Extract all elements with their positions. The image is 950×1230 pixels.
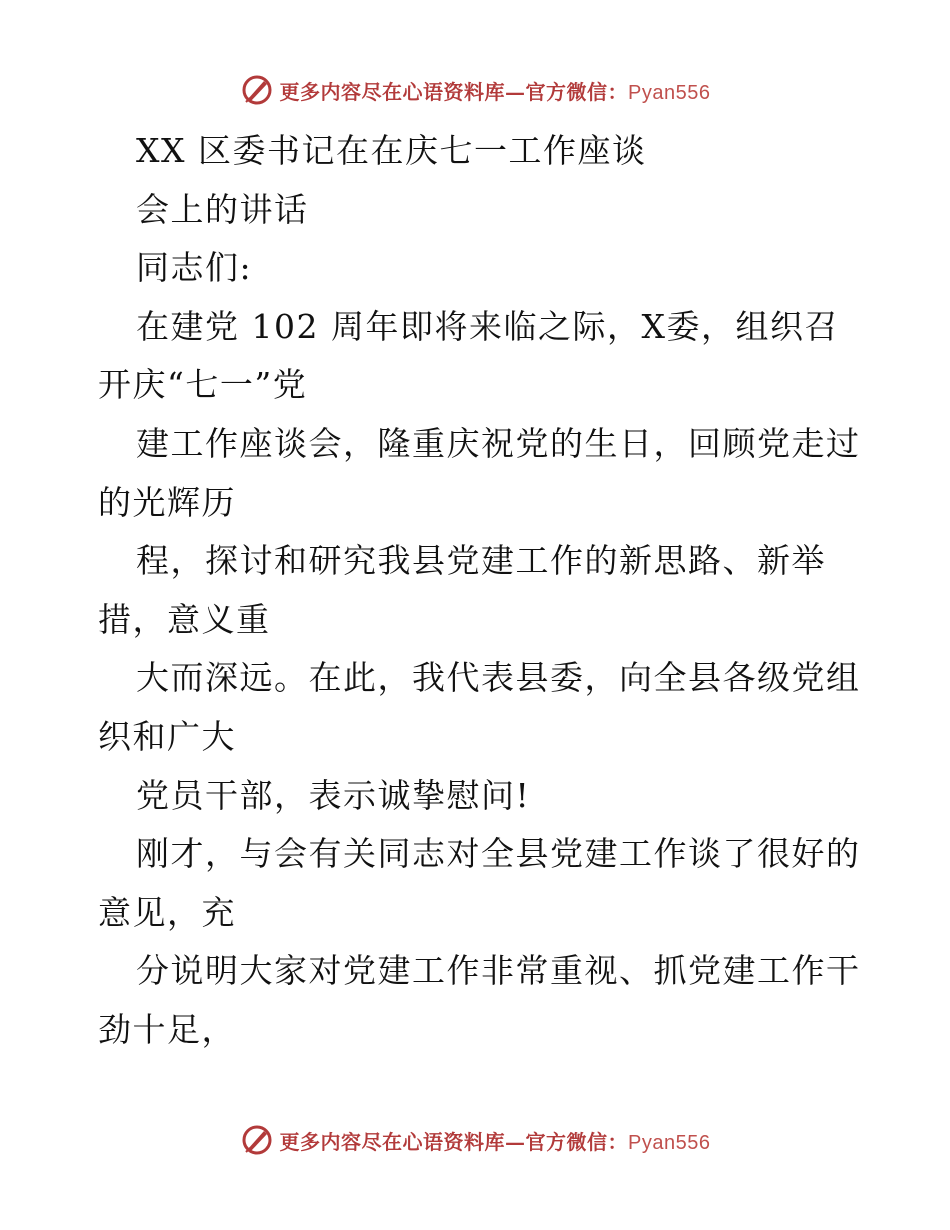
- document-line: 程，探讨和研究我县党建工作的新思路、新举: [136, 541, 826, 581]
- document-line: 分说明大家对党建工作非常重视、抓党建工作干: [136, 951, 861, 991]
- document-body: [98, 122, 861, 1060]
- document-line: 开庆“七一”党: [98, 365, 308, 405]
- footer-banner-dash: —官方微信：: [505, 1129, 629, 1154]
- header-banner-dash: —官方微信：: [505, 79, 629, 104]
- document-line: 劲十足，: [98, 1009, 236, 1049]
- document-line: 意见，充: [98, 892, 236, 932]
- document-line: 建工作座谈会，隆重庆祝党的生日，回顾党走过: [136, 423, 861, 463]
- document-line: 措，意义重: [98, 599, 271, 639]
- footer-banner: [0, 1120, 950, 1160]
- footer-banner-main: 更多内容尽在心语资料库: [279, 1129, 506, 1154]
- header-banner: [0, 70, 950, 110]
- document-line: 党员干部，表示诚挚慰问!: [136, 775, 531, 815]
- document-line: 织和广大: [98, 716, 236, 756]
- document-line: XX 区委书记在在庆七一工作座谈: [136, 131, 647, 170]
- header-wechat-id: Pyan556: [628, 81, 711, 104]
- header-banner-main: 更多内容尽在心语资料库: [279, 79, 506, 104]
- quill-pen-icon: [240, 1123, 274, 1157]
- footer-banner-text: [280, 1126, 711, 1155]
- document-line: 会上的讲话: [136, 189, 309, 229]
- header-banner-text: [280, 76, 711, 105]
- document-line: 同志们:: [136, 248, 253, 288]
- quill-pen-icon: [240, 73, 274, 107]
- document-line: 在建党 102 周年即将来临之际，X委，组织召: [136, 306, 839, 346]
- footer-wechat-id: Pyan556: [628, 1131, 711, 1154]
- document-line: 大而深远。在此，我代表县委，向全县各级党组: [136, 658, 861, 698]
- document-line: 的光辉历: [98, 482, 236, 522]
- document-line: 刚才，与会有关同志对全县党建工作谈了很好的: [136, 834, 861, 874]
